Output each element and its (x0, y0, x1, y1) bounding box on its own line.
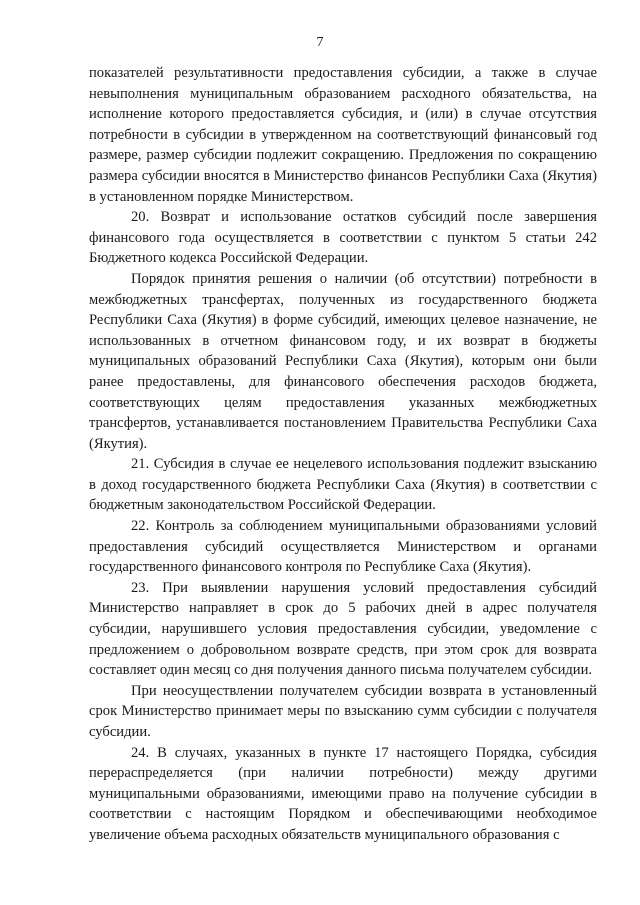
paragraph-1: показателей результативности предоставления субсидии, а также в случае невыполнения муниципальным образованием расходного обязательства, на исполнение которого предоставляется субсидия, и (или) в случае отсутствия потребности в субсидии в утвержденном на соответствующий финансовый год размере, размер субсидии подлежит сокращению. Предложения по сокращению размера субсидии вносятся в Министерство финансов Республики Саха (Якутия) в установленном порядке Министерством. (89, 65, 597, 205)
paragraph-8: 24. В случаях, указанных в пункте 17 настоящего Порядка, субсидия перераспределяется (при наличии потребности) между другими муниципальными образованиями, имеющими право на получение субсидии в соответствии с настоящим Порядком и обеспечивающими необходимое увеличение объема расходных обязательств муниципального образования с (89, 744, 597, 843)
paragraph-5: 22. Контроль за соблюдением муниципальными образованиями условий предоставления субсидий осуществляется Министерством и органами государственного финансового контроля по Республике Саха (Якутия). (89, 518, 597, 576)
paragraph-3: Порядок принятия решения о наличии (об отсутствии) потребности в межбюджетных трансфертах, полученных из государственного бюджета Республики Саха (Якутия) в форме субсидий, имеющих целевое назначение, не использованных в отчетном финансовом году, и их возврат в бюджеты муниципальных образований Республики Саха (Якутия), которым они были ранее предоставлены, для финансового обеспечения расходов бюджета, соответствующих целям предоставления указанных межбюджетных трансфертов, устанавливается постановлением Правительства Республики Саха (Якутия). (89, 270, 597, 452)
page-number: 7 (316, 35, 324, 50)
paragraph-7: При неосуществлении получателем субсидии возврата в установленный срок Министерство принимает меры по взысканию сумм субсидии с получателя субсидии. (89, 682, 597, 740)
paragraph-4: 21. Субсидия в случае ее нецелевого использования подлежит взысканию в доход государственного бюджета Республики Саха (Якутия) в соответствии с бюджетным законодательством Российской Федерации. (89, 456, 597, 514)
document-body (89, 63, 597, 846)
paragraph-2: 20. Возврат и использование остатков субсидий после завершения финансового года осуществляется в соответствии с пунктом 5 статьи 242 Бюджетного кодекса Российской Федерации. (89, 209, 597, 267)
paragraph-6: 23. При выявлении нарушения условий предоставления субсидий Министерство направляет в срок до 5 рабочих дней в адрес получателя субсидии, нарушившего условия предоставления субсидии, уведомление с предложением о добровольном возврате средств, при этом срок для возврата составляет один месяц со дня получения данного письма получателем субсидии. (89, 579, 597, 679)
